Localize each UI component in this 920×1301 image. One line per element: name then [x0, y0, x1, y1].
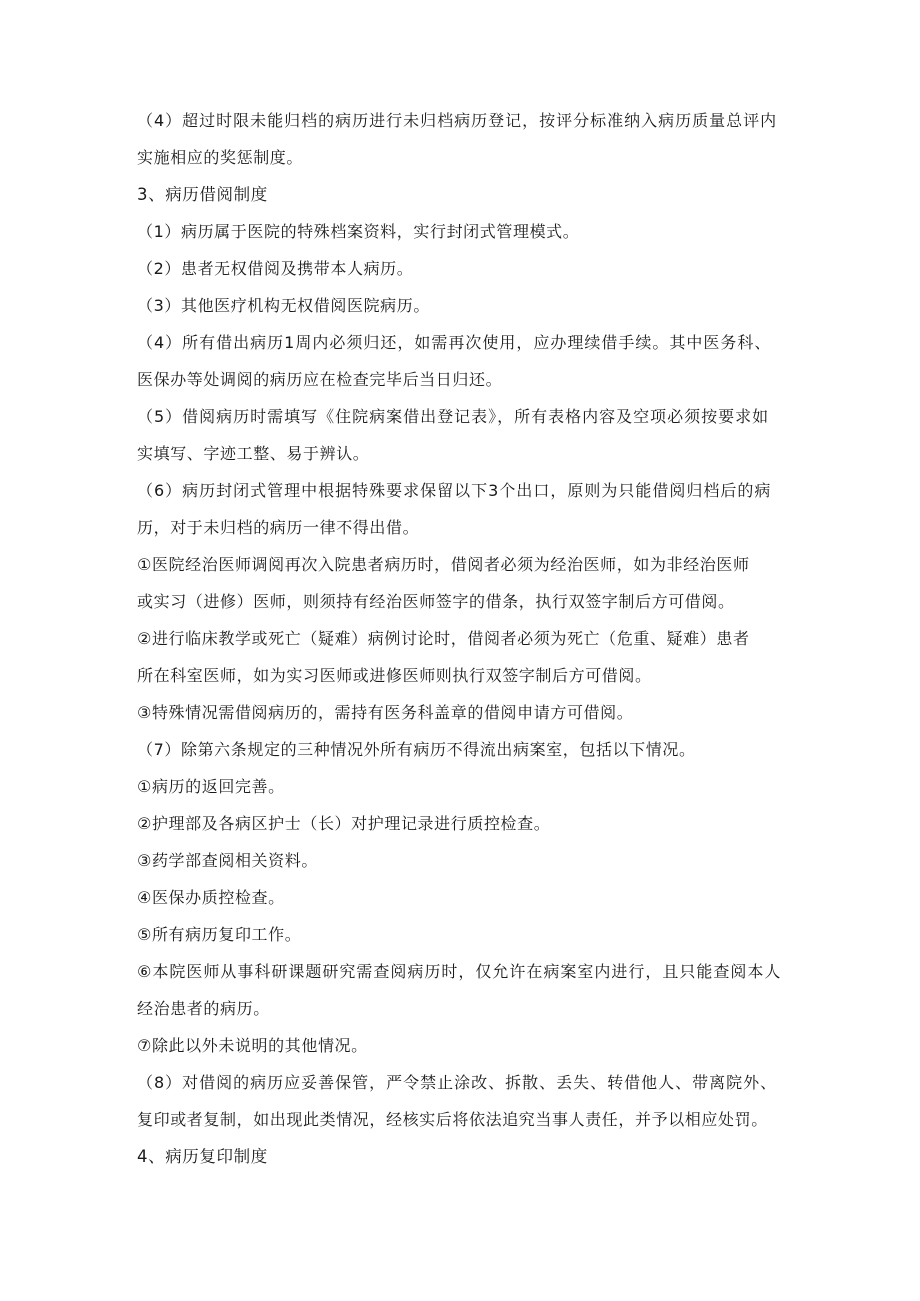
paragraph-line: （6）病历封闭式管理中根据特殊要求保留以下3个出口，原则为只能借阅归档后的病	[137, 481, 772, 500]
list-item: ③药学部查阅相关资料。	[137, 851, 318, 870]
list-item: ④医保办质控检查。	[137, 888, 285, 907]
paragraph-line: （1）病历属于医院的特殊档案资料，实行封闭式管理模式。	[137, 222, 580, 241]
paragraph-line: 历，对于未归档的病历一律不得出借。	[137, 518, 420, 537]
paragraph-line: ①医院经治医师调阅再次入院患者病历时，借阅者必须为经治医师，如为非经治医师	[137, 555, 750, 574]
paragraph-line: （3）其他医疗机构无权借阅医院病历。	[137, 296, 430, 315]
paragraph-line: 实填写、字迹工整、易于辨认。	[137, 444, 370, 463]
list-item: ⑦除此以外未说明的其他情况。	[137, 1036, 368, 1055]
paragraph-line: （2）患者无权借阅及携带本人病历。	[137, 259, 414, 278]
section-heading: 3、病历借阅制度	[137, 185, 268, 204]
paragraph-line: （7）除第六条规定的三种情况外所有病历不得流出病案室，包括以下情况。	[137, 740, 696, 759]
paragraph-line: ③特殊情况需借阅病历的，需持有医务科盖章的借阅申请方可借阅。	[137, 703, 634, 722]
paragraph-line: 所在科室医师，如为实习医师或进修医师则执行双签字制后方可借阅。	[137, 666, 652, 685]
list-item: ⑤所有病历复印工作。	[137, 925, 302, 944]
list-item: ①病历的返回完善。	[137, 777, 285, 796]
paragraph-line: 复印或者复制，如出现此类情况，经核实后将依法追究当事人责任，并予以相应处罚。	[137, 1110, 768, 1129]
paragraph-line: （4）所有借出病历1周内必须归还，如需再次使用，应办理续借手续。其中医务科、	[137, 333, 772, 352]
list-item: ②护理部及各病区护士（长）对护理记录进行质控检查。	[137, 814, 551, 833]
paragraph-line: 经治患者的病历。	[137, 999, 270, 1018]
paragraph-line: （4）超过时限未能归档的病历进行未归档病历登记，按评分标准纳入病历质量总评内	[137, 111, 778, 130]
paragraph-line: 实施相应的奖惩制度。	[137, 148, 304, 167]
section-heading: 4、病历复印制度	[137, 1147, 268, 1166]
paragraph-line: （5）借阅病历时需填写《住院病案借出登记表》，所有表格内容及空项必须按要求如	[137, 407, 770, 426]
paragraph-line: （8）对借阅的病历应妥善保管，严令禁止涂改、拆散、丢失、转借他人、带离院外、	[137, 1073, 778, 1092]
paragraph-line: 医保办等处调阅的病历应在检查完毕后当日归还。	[137, 370, 503, 389]
list-item: ⑥本院医师从事科研课题研究需查阅病历时，仅允许在病案室内进行，且只能查阅本人	[137, 962, 782, 981]
paragraph-line: ②进行临床教学或死亡（疑难）病例讨论时，借阅者必须为死亡（危重、疑难）患者	[137, 629, 750, 648]
paragraph-line: 或实习（进修）医师，则须持有经治医师签字的借条，执行双签字制后方可借阅。	[137, 592, 735, 611]
